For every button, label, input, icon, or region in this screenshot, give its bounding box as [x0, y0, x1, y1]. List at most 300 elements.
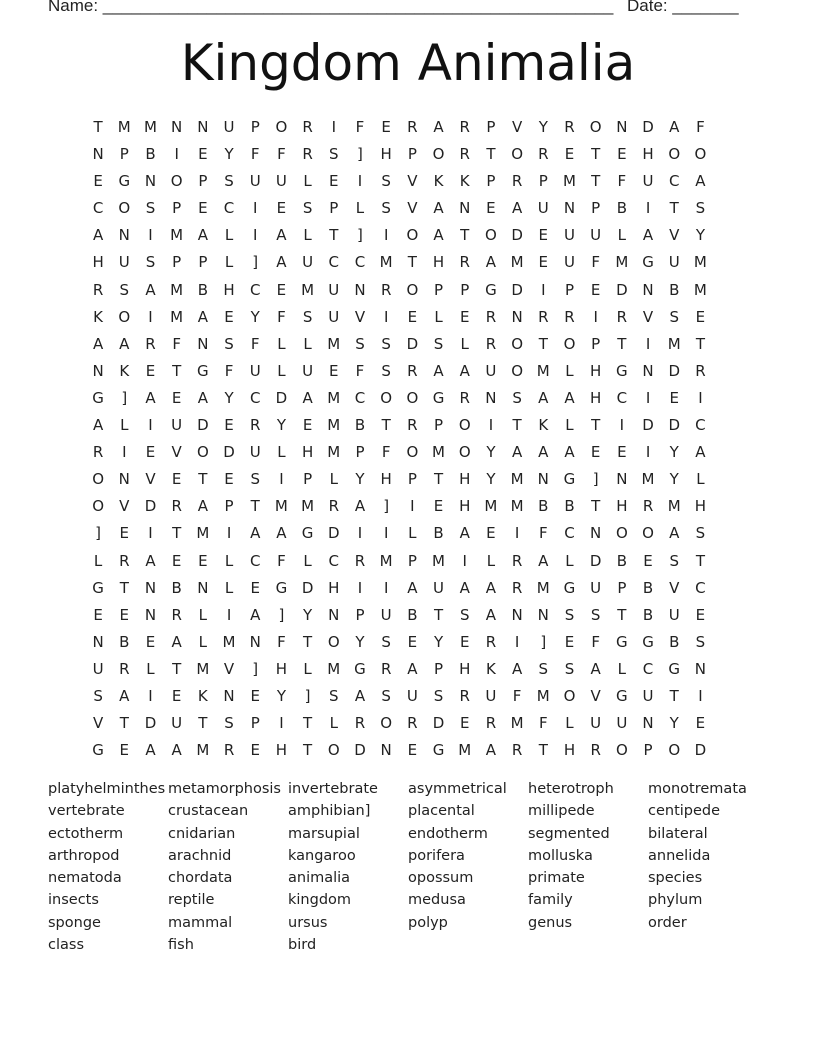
grid-cell: I — [331, 118, 336, 136]
grid-cell: C — [328, 253, 340, 272]
grid-cell: M — [510, 497, 524, 516]
grid-cell: M — [432, 443, 445, 462]
grid-cell: C — [249, 280, 261, 299]
grid-cell: L — [303, 172, 312, 191]
grid-cell: H — [694, 497, 707, 516]
grid-cell: L — [277, 334, 286, 353]
grid-cell: U — [642, 686, 654, 705]
word-bank-item: platyhelminthes — [48, 781, 166, 797]
grid-cell: N — [616, 470, 628, 489]
grid-cell: G — [642, 632, 654, 651]
grid-cell: H — [275, 741, 288, 760]
grid-cell: V — [407, 199, 418, 218]
grid-cell: T — [591, 416, 601, 435]
grid-cell: G — [432, 741, 445, 760]
grid-cell: ] — [357, 226, 363, 245]
grid-cell: M — [458, 741, 472, 760]
grid-cell: N — [249, 632, 261, 651]
grid-cell: C — [668, 172, 680, 191]
grid-cell: Y — [276, 416, 286, 435]
grid-cell: O — [406, 388, 419, 407]
grid-cell: U — [171, 416, 183, 435]
grid-cell: E — [119, 524, 130, 543]
letter-grid — [85, 114, 714, 764]
grid-cell: E — [250, 686, 260, 705]
grid-cell: D — [301, 578, 314, 597]
grid-cell: I — [122, 443, 127, 462]
grid-cell: F — [591, 632, 600, 651]
grid-cell: A — [459, 578, 470, 597]
grid-cell: M — [327, 334, 341, 353]
grid-cell: U — [223, 118, 235, 136]
grid-cell: G — [563, 578, 576, 597]
grid-cell: A — [511, 199, 523, 218]
grid-cell: F — [538, 524, 548, 543]
grid-cell: S — [564, 605, 575, 624]
word-bank-item: kingdom — [288, 892, 352, 909]
grid-cell: S — [669, 551, 679, 570]
grid-cell: L — [565, 714, 574, 733]
grid-cell: A — [695, 172, 706, 191]
grid-cell: N — [144, 605, 157, 624]
grid-cell: R — [511, 578, 523, 597]
word-bank-item: arachnid — [168, 847, 232, 864]
grid-cell: M — [667, 497, 681, 516]
grid-cell: F — [277, 307, 286, 326]
grid-cell: A — [459, 361, 470, 380]
grid-cell: A — [145, 388, 156, 407]
grid-cell: A — [92, 226, 104, 245]
grid-cell: H — [590, 388, 602, 407]
grid-cell: D — [642, 118, 654, 136]
grid-cell: S — [381, 632, 391, 651]
grid-cell: R — [380, 659, 392, 678]
grid-cell: F — [277, 551, 286, 570]
word-bank-item: asymmetrical — [408, 781, 507, 797]
grid-cell: E — [93, 605, 103, 624]
grid-cell: N — [118, 226, 130, 245]
grid-cell: C — [354, 388, 366, 407]
grid-cell: R — [92, 280, 104, 299]
grid-cell: I — [279, 470, 284, 489]
grid-cell: O — [380, 388, 393, 407]
grid-cell: I — [488, 416, 494, 435]
grid-cell: M — [379, 253, 393, 272]
grid-cell: P — [591, 199, 601, 218]
grid-cell: A — [92, 416, 104, 435]
grid-cell: Y — [250, 307, 260, 326]
grid-cell: P — [460, 280, 470, 299]
grid-cell: A — [197, 388, 208, 407]
grid-cell: F — [250, 334, 260, 353]
grid-cell: E — [695, 605, 706, 624]
grid-cell: M — [536, 361, 550, 380]
grid-cell: M — [484, 497, 498, 516]
grid-cell: B — [642, 605, 654, 624]
grid-cell: N — [537, 470, 549, 489]
grid-cell: I — [383, 578, 389, 597]
grid-cell: E — [171, 551, 182, 570]
grid-cell: P — [355, 443, 365, 462]
grid-cell: M — [536, 578, 550, 597]
word-bank-item: segmented — [528, 825, 610, 842]
grid-cell: B — [407, 605, 418, 624]
grid-cell: L — [408, 524, 417, 543]
grid-cell: I — [462, 551, 467, 570]
grid-cell: I — [357, 578, 363, 597]
grid-cell: I — [148, 416, 153, 435]
grid-cell: E — [564, 145, 575, 164]
grid-cell: S — [381, 199, 391, 218]
grid-cell: Y — [538, 118, 548, 136]
grid-cell: V — [669, 226, 680, 245]
grid-cell: E — [669, 388, 679, 407]
grid-cell: E — [433, 497, 444, 516]
grid-cell: R — [695, 361, 706, 380]
grid-cell: S — [695, 524, 706, 543]
grid-cell: P — [486, 118, 496, 136]
grid-cell: O — [511, 145, 523, 164]
grid-cell: A — [433, 118, 444, 136]
grid-cell: P — [198, 172, 208, 191]
grid-cell: N — [118, 470, 130, 489]
grid-cell: N — [197, 118, 209, 136]
grid-cell: L — [277, 443, 286, 462]
grid-cell: D — [432, 714, 445, 733]
grid-cell: R — [616, 307, 628, 326]
grid-cell: F — [355, 118, 365, 136]
grid-cell: I — [514, 524, 520, 543]
grid-cell: L — [460, 334, 469, 353]
grid-cell: E — [617, 145, 627, 164]
grid-cell: R — [511, 741, 523, 760]
grid-cell: E — [119, 605, 130, 624]
grid-cell: M — [327, 416, 341, 435]
grid-cell: R — [380, 280, 392, 299]
grid-cell: L — [486, 551, 496, 570]
grid-cell: E — [407, 741, 418, 760]
word-bank-item: ursus — [288, 914, 328, 931]
grid-cell: H — [380, 145, 392, 164]
grid-cell: B — [564, 497, 575, 516]
grid-cell: E — [538, 226, 549, 245]
grid-cell: A — [511, 443, 523, 462]
grid-cell: D — [354, 741, 366, 760]
grid-cell: ] — [592, 470, 599, 489]
grid-cell: Y — [486, 470, 496, 489]
grid-cell: O — [615, 741, 628, 760]
grid-cell: P — [407, 470, 417, 489]
grid-cell: L — [277, 361, 286, 380]
grid-cell: F — [250, 145, 260, 164]
grid-cell: F — [277, 145, 286, 164]
grid-cell: T — [433, 605, 444, 624]
grid-cell: G — [563, 470, 576, 489]
grid-cell: R — [459, 388, 470, 407]
grid-cell: P — [198, 253, 208, 272]
word-bank-item: arthropod — [48, 847, 120, 864]
grid-cell: E — [224, 470, 234, 489]
grid-cell: E — [171, 388, 182, 407]
grid-cell: S — [250, 470, 260, 489]
grid-cell: U — [485, 361, 497, 380]
grid-cell: L — [434, 307, 443, 326]
grid-cell: U — [249, 172, 261, 191]
grid-cell: G — [197, 361, 209, 380]
grid-cell: O — [668, 145, 681, 164]
grid-cell: N — [144, 578, 157, 597]
grid-cell: M — [327, 443, 341, 462]
grid-cell: L — [93, 551, 103, 570]
grid-cell: C — [564, 524, 575, 543]
grid-cell: K — [459, 172, 470, 191]
grid-cell: F — [172, 334, 181, 353]
grid-cell: H — [459, 497, 471, 516]
grid-cell: F — [277, 632, 286, 651]
grid-cell: O — [511, 334, 523, 353]
grid-cell: S — [433, 686, 444, 705]
grid-cell: R — [511, 551, 523, 570]
grid-cell: E — [695, 714, 706, 733]
word-bank-item: primate — [528, 870, 585, 887]
grid-cell: S — [329, 686, 339, 705]
grid-cell: P — [250, 118, 260, 136]
grid-cell: B — [669, 632, 680, 651]
grid-cell: V — [511, 118, 523, 136]
grid-cell: A — [564, 443, 575, 462]
grid-cell: O — [642, 524, 654, 543]
grid-cell: C — [354, 253, 366, 272]
grid-cell: F — [512, 686, 522, 705]
grid-cell: V — [590, 686, 601, 705]
grid-cell: C — [642, 659, 654, 678]
grid-cell: I — [619, 416, 625, 435]
grid-cell: U — [537, 199, 549, 218]
grid-cell: I — [253, 226, 258, 245]
word-bank-item: reptile — [168, 892, 215, 909]
grid-cell: D — [589, 551, 602, 570]
grid-cell: T — [669, 686, 679, 705]
grid-cell: P — [434, 659, 444, 678]
word-bank-item: mammal — [168, 914, 233, 931]
grid-cell: V — [92, 714, 104, 733]
grid-cell: I — [698, 388, 703, 407]
grid-cell: L — [617, 659, 627, 678]
grid-cell: E — [171, 686, 182, 705]
grid-cell: I — [645, 443, 651, 462]
grid-cell: A — [669, 524, 680, 543]
grid-cell: R — [564, 307, 575, 326]
grid-cell: I — [645, 199, 651, 218]
grid-cell: E — [590, 443, 601, 462]
grid-cell: A — [669, 118, 680, 136]
grid-cell: R — [485, 714, 497, 733]
word-bank-item: endotherm — [408, 825, 488, 842]
grid-cell: U — [118, 253, 130, 272]
grid-cell: U — [328, 280, 340, 299]
grid-cell: I — [174, 145, 179, 164]
grid-cell: E — [459, 307, 470, 326]
grid-cell: A — [145, 280, 156, 299]
grid-cell: P — [486, 172, 496, 191]
grid-cell: E — [198, 145, 208, 164]
grid-cell: O — [327, 741, 340, 760]
grid-cell: V — [407, 172, 418, 191]
grid-cell: Y — [433, 632, 444, 651]
grid-cell: G — [616, 632, 628, 651]
grid-cell: G — [432, 388, 445, 407]
grid-cell: O — [406, 226, 419, 245]
grid-cell: H — [92, 253, 104, 272]
grid-cell: E — [198, 199, 208, 218]
grid-cell: Y — [669, 714, 679, 733]
grid-cell: E — [276, 199, 287, 218]
grid-cell: V — [145, 470, 156, 489]
grid-cell: F — [617, 172, 627, 191]
grid-cell: O — [327, 632, 340, 651]
grid-cell: E — [617, 443, 627, 462]
grid-cell: L — [565, 361, 574, 380]
grid-cell: D — [328, 524, 340, 543]
grid-cell: A — [197, 497, 208, 516]
grid-cell: S — [302, 307, 313, 326]
grid-cell: M — [510, 714, 524, 733]
grid-cell: O — [118, 307, 131, 326]
word-bank — [48, 778, 768, 956]
grid-cell: H — [459, 470, 471, 489]
grid-cell: S — [224, 714, 234, 733]
grid-cell: A — [276, 253, 287, 272]
grid-cell: T — [591, 145, 601, 164]
grid-cell: F — [591, 253, 600, 272]
word-bank-item: animalia — [288, 870, 351, 887]
grid-cell: V — [223, 659, 235, 678]
grid-cell: R — [119, 659, 130, 678]
grid-cell: E — [407, 632, 418, 651]
grid-cell: R — [354, 714, 366, 733]
grid-cell: A — [119, 686, 130, 705]
grid-cell: I — [410, 497, 415, 516]
page-title: Kingdom Animalia — [180, 34, 636, 92]
grid-cell: R — [171, 605, 182, 624]
grid-cell: Y — [486, 443, 496, 462]
grid-cell: S — [459, 605, 470, 624]
grid-cell: N — [694, 659, 707, 678]
grid-cell: S — [145, 253, 156, 272]
word-bank-item: ectotherm — [48, 825, 124, 842]
grid-cell: L — [198, 605, 208, 624]
grid-cell: E — [381, 118, 391, 136]
grid-cell: T — [329, 226, 339, 245]
grid-cell: L — [198, 632, 208, 651]
grid-cell: A — [171, 741, 182, 760]
grid-cell: N — [171, 118, 183, 136]
grid-cell: B — [433, 524, 444, 543]
grid-cell: I — [383, 226, 389, 245]
grid-cell: C — [695, 578, 706, 597]
word-bank-item: nematoda — [48, 870, 122, 887]
grid-cell: F — [381, 443, 391, 462]
grid-cell: ] — [383, 497, 390, 516]
grid-cell: H — [432, 253, 445, 272]
word-bank-item: porifera — [408, 847, 465, 864]
grid-cell: M — [615, 253, 629, 272]
grid-cell: A — [197, 226, 208, 245]
grid-cell: N — [92, 145, 104, 164]
grid-cell: G — [301, 524, 314, 543]
grid-cell: ] — [121, 388, 128, 407]
grid-cell: D — [668, 416, 680, 435]
grid-cell: T — [303, 714, 313, 733]
grid-cell: N — [328, 605, 340, 624]
word-bank-item: cnidarian — [168, 825, 236, 842]
grid-cell: N — [197, 334, 209, 353]
name-field-label: Name: ______________________________________________________ — [48, 0, 614, 15]
grid-cell: A — [538, 551, 549, 570]
grid-cell: C — [223, 199, 235, 218]
grid-cell: D — [223, 443, 235, 462]
grid-cell: E — [145, 443, 156, 462]
grid-cell: M — [510, 470, 524, 489]
grid-cell: B — [642, 578, 654, 597]
grid-cell: H — [642, 145, 654, 164]
grid-cell: E — [171, 470, 182, 489]
grid-cell: O — [668, 741, 681, 760]
grid-cell: G — [354, 659, 366, 678]
grid-cell: A — [276, 524, 287, 543]
grid-cell: H — [616, 497, 628, 516]
grid-cell: M — [562, 172, 576, 191]
grid-cell: H — [590, 361, 602, 380]
grid-cell: P — [434, 416, 444, 435]
grid-cell: U — [563, 226, 575, 245]
grid-cell: P — [303, 470, 313, 489]
grid-cell: T — [198, 470, 208, 489]
grid-cell: ] — [540, 632, 547, 651]
grid-cell: I — [226, 605, 232, 624]
word-bank-item: family — [528, 892, 573, 909]
grid-cell: E — [329, 172, 339, 191]
grid-cell: U — [590, 714, 602, 733]
grid-cell: ] — [357, 145, 363, 164]
grid-cell: R — [250, 416, 261, 435]
grid-cell: E — [486, 199, 496, 218]
grid-cell: U — [328, 307, 340, 326]
grid-cell: M — [327, 388, 341, 407]
grid-cell: R — [564, 118, 575, 136]
grid-cell: ] — [252, 253, 259, 272]
grid-cell: R — [459, 118, 470, 136]
grid-cell: H — [223, 280, 235, 299]
grid-cell: N — [197, 578, 209, 597]
grid-cell: P — [407, 145, 417, 164]
grid-cell: E — [486, 524, 496, 543]
grid-cell: A — [433, 199, 444, 218]
date-field-label: Date: _______ — [627, 0, 739, 15]
grid-cell: U — [433, 578, 445, 597]
grid-cell: M — [379, 551, 393, 570]
grid-cell: Y — [669, 443, 679, 462]
grid-cell: O — [563, 686, 576, 705]
grid-cell: I — [383, 307, 389, 326]
grid-cell: B — [538, 497, 549, 516]
grid-cell: P — [643, 741, 653, 760]
grid-cell: E — [407, 307, 418, 326]
grid-cell: N — [223, 686, 235, 705]
grid-cell: D — [668, 361, 680, 380]
grid-cell: K — [485, 659, 496, 678]
grid-cell: S — [224, 172, 234, 191]
